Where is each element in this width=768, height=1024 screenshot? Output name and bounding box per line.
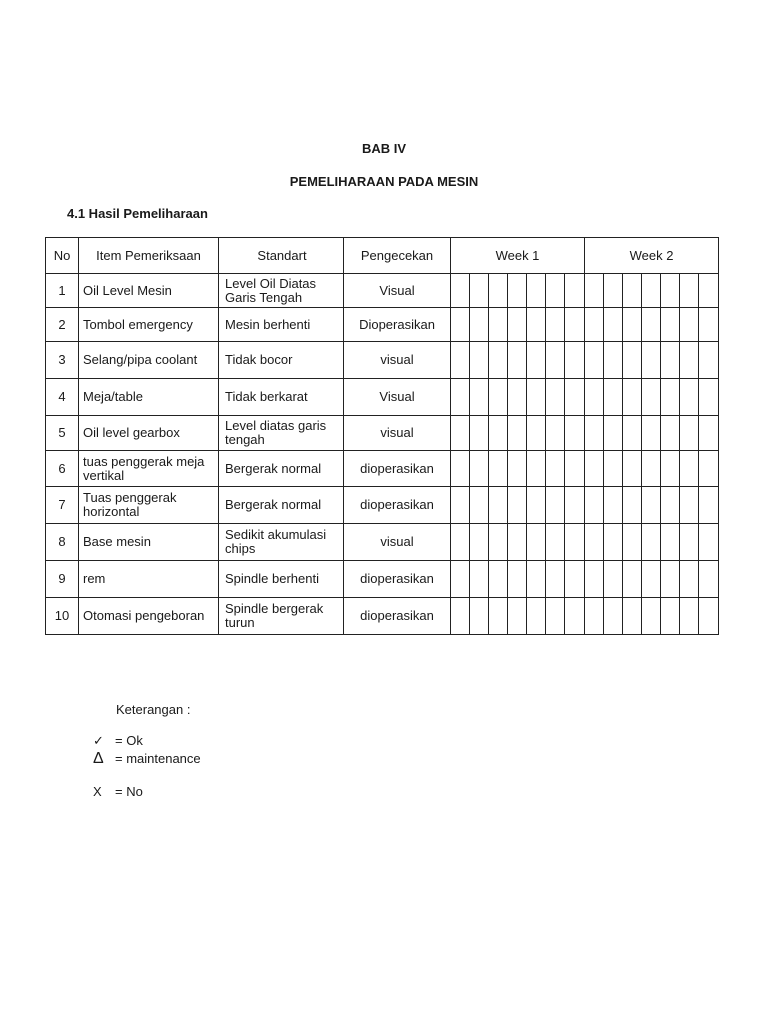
week2-check-cell[interactable] [604, 379, 623, 416]
header-no: No [46, 238, 79, 274]
week2-check-cell[interactable] [661, 598, 680, 635]
row-pengecekan: dioperasikan [344, 561, 451, 598]
table-row [46, 379, 719, 416]
legend-item-maintenance [93, 751, 201, 766]
row-standart: Level diatas garis tengah [219, 416, 344, 451]
week1-check-cell[interactable] [470, 379, 489, 416]
row-item: Tombol emergency [79, 308, 219, 342]
week1-check-cell[interactable] [546, 379, 565, 416]
row-pengecekan: Visual [344, 379, 451, 416]
week1-check-cell[interactable] [565, 379, 585, 416]
week2-check-cell[interactable] [604, 274, 623, 308]
row-number: 3 [46, 342, 79, 379]
week1-check-cell[interactable] [527, 487, 546, 524]
row-item: Selang/pipa coolant [79, 342, 219, 379]
row-pengecekan: Visual [344, 274, 451, 308]
week2-check-cell[interactable] [642, 598, 661, 635]
week1-check-cell[interactable] [546, 416, 565, 451]
week2-check-cell[interactable] [680, 308, 699, 342]
table-row [46, 451, 719, 487]
header-week-2: Week 2 [585, 238, 719, 274]
week2-check-cell[interactable] [623, 308, 642, 342]
week1-check-cell[interactable] [527, 308, 546, 342]
legend-label-maintenance: = maintenance [115, 751, 201, 766]
row-item: tuas penggerak meja vertikal [79, 451, 219, 487]
week2-check-cell[interactable] [623, 274, 642, 308]
row-number: 6 [46, 451, 79, 487]
week1-check-cell[interactable] [489, 561, 508, 598]
week2-check-cell[interactable] [661, 308, 680, 342]
week2-check-cell[interactable] [604, 308, 623, 342]
table-row [46, 274, 719, 308]
week2-check-cell[interactable] [661, 379, 680, 416]
week1-check-cell[interactable] [565, 342, 585, 379]
week1-check-cell[interactable] [489, 451, 508, 487]
week2-check-cell[interactable] [585, 487, 604, 524]
week1-check-cell[interactable] [565, 308, 585, 342]
week1-check-cell[interactable] [451, 598, 470, 635]
week1-check-cell[interactable] [508, 342, 527, 379]
week1-check-cell[interactable] [470, 451, 489, 487]
week1-check-cell[interactable] [508, 598, 527, 635]
week2-check-cell[interactable] [680, 524, 699, 561]
week2-check-cell[interactable] [604, 451, 623, 487]
row-number: 7 [46, 487, 79, 524]
week2-check-cell[interactable] [623, 598, 642, 635]
week1-check-cell[interactable] [565, 416, 585, 451]
week1-check-cell[interactable] [508, 416, 527, 451]
week1-check-cell[interactable] [470, 561, 489, 598]
week1-check-cell[interactable] [546, 308, 565, 342]
chapter-heading: BAB IV [361, 141, 407, 156]
week2-check-cell[interactable] [585, 416, 604, 451]
legend-label-no: = No [115, 784, 143, 799]
row-pengecekan: visual [344, 416, 451, 451]
week1-check-cell[interactable] [565, 598, 585, 635]
row-item: Base mesin [79, 524, 219, 561]
row-standart: Mesin berhenti [219, 308, 344, 342]
row-standart: Tidak bocor [219, 342, 344, 379]
week1-check-cell[interactable] [565, 451, 585, 487]
week1-check-cell[interactable] [489, 598, 508, 635]
week1-check-cell[interactable] [508, 487, 527, 524]
week2-check-cell[interactable] [585, 342, 604, 379]
week1-check-cell[interactable] [451, 274, 470, 308]
row-standart: Bergerak normal [219, 451, 344, 487]
week2-check-cell[interactable] [680, 561, 699, 598]
week2-check-cell[interactable] [585, 451, 604, 487]
week2-check-cell[interactable] [623, 416, 642, 451]
week1-check-cell[interactable] [546, 342, 565, 379]
week1-check-cell[interactable] [527, 524, 546, 561]
week1-check-cell[interactable] [546, 274, 565, 308]
header-pengecekan: Pengecekan [344, 238, 451, 274]
table-row [46, 416, 719, 451]
row-pengecekan: dioperasikan [344, 451, 451, 487]
week2-check-cell[interactable] [699, 598, 719, 635]
week1-check-cell[interactable] [508, 308, 527, 342]
row-standart: Level Oil Diatas Garis Tengah [219, 274, 344, 308]
week1-check-cell[interactable] [451, 416, 470, 451]
row-number: 2 [46, 308, 79, 342]
section-heading: 4.1 Hasil Pemeliharaan [67, 206, 208, 221]
week2-check-cell[interactable] [604, 342, 623, 379]
week2-check-cell[interactable] [642, 308, 661, 342]
week1-check-cell[interactable] [470, 274, 489, 308]
week1-check-cell[interactable] [565, 274, 585, 308]
table-row [46, 308, 719, 342]
week2-check-cell[interactable] [604, 416, 623, 451]
row-item: Oil level gearbox [79, 416, 219, 451]
week2-check-cell[interactable] [585, 524, 604, 561]
week2-check-cell[interactable] [642, 416, 661, 451]
row-number: 5 [46, 416, 79, 451]
header-week-1: Week 1 [451, 238, 585, 274]
legend-title: Keterangan : [116, 702, 191, 717]
week1-check-cell[interactable] [451, 379, 470, 416]
week2-check-cell[interactable] [699, 379, 719, 416]
row-standart: Spindle bergerak turun [219, 598, 344, 635]
week2-check-cell[interactable] [699, 308, 719, 342]
week2-check-cell[interactable] [680, 451, 699, 487]
delta-icon: Δ [93, 750, 104, 767]
week2-check-cell[interactable] [642, 379, 661, 416]
week2-check-cell[interactable] [661, 561, 680, 598]
row-item: Oil Level Mesin [79, 274, 219, 308]
row-number: 8 [46, 524, 79, 561]
document-title: PEMELIHARAAN PADA MESIN [289, 174, 479, 189]
week2-check-cell[interactable] [642, 524, 661, 561]
week1-check-cell[interactable] [527, 451, 546, 487]
week1-check-cell[interactable] [546, 524, 565, 561]
row-standart: Spindle berhenti [219, 561, 344, 598]
week1-check-cell[interactable] [451, 308, 470, 342]
week1-check-cell[interactable] [546, 487, 565, 524]
week2-check-cell[interactable] [642, 274, 661, 308]
week2-check-cell[interactable] [642, 451, 661, 487]
week2-check-cell[interactable] [623, 561, 642, 598]
week2-check-cell[interactable] [680, 379, 699, 416]
week1-check-cell[interactable] [470, 308, 489, 342]
week2-check-cell[interactable] [585, 598, 604, 635]
week1-check-cell[interactable] [470, 598, 489, 635]
week1-check-cell[interactable] [489, 416, 508, 451]
week2-check-cell[interactable] [680, 487, 699, 524]
week1-check-cell[interactable] [508, 524, 527, 561]
week2-check-cell[interactable] [699, 561, 719, 598]
table-header-row [46, 238, 719, 274]
check-icon: ✓ [93, 733, 104, 748]
row-item: Meja/table [79, 379, 219, 416]
week1-check-cell[interactable] [489, 308, 508, 342]
week2-check-cell[interactable] [699, 416, 719, 451]
week2-check-cell[interactable] [699, 524, 719, 561]
week1-check-cell[interactable] [508, 451, 527, 487]
maintenance-checklist-table [45, 237, 719, 635]
week1-check-cell[interactable] [527, 598, 546, 635]
legend-item-no [93, 784, 143, 799]
week2-check-cell[interactable] [661, 274, 680, 308]
week1-check-cell[interactable] [527, 561, 546, 598]
week2-check-cell[interactable] [699, 487, 719, 524]
row-standart: Tidak berkarat [219, 379, 344, 416]
week1-check-cell[interactable] [508, 379, 527, 416]
week1-check-cell[interactable] [489, 487, 508, 524]
week1-check-cell[interactable] [451, 342, 470, 379]
week1-check-cell[interactable] [565, 524, 585, 561]
table-row [46, 342, 719, 379]
week2-check-cell[interactable] [661, 524, 680, 561]
week1-check-cell[interactable] [508, 274, 527, 308]
week2-check-cell[interactable] [585, 274, 604, 308]
week1-check-cell[interactable] [489, 274, 508, 308]
row-standart: Sedikit akumulasi chips [219, 524, 344, 561]
week2-check-cell[interactable] [623, 451, 642, 487]
header-item: Item Pemeriksaan [79, 238, 219, 274]
week1-check-cell[interactable] [546, 451, 565, 487]
row-number: 4 [46, 379, 79, 416]
row-item: Otomasi pengeboran [79, 598, 219, 635]
week2-check-cell[interactable] [680, 416, 699, 451]
week2-check-cell[interactable] [604, 598, 623, 635]
week2-check-cell[interactable] [642, 487, 661, 524]
week2-check-cell[interactable] [661, 416, 680, 451]
week1-check-cell[interactable] [546, 598, 565, 635]
row-number: 1 [46, 274, 79, 308]
week2-check-cell[interactable] [585, 561, 604, 598]
row-pengecekan: visual [344, 342, 451, 379]
week2-check-cell[interactable] [642, 561, 661, 598]
week2-check-cell[interactable] [623, 487, 642, 524]
week1-check-cell[interactable] [451, 451, 470, 487]
table-row [46, 598, 719, 635]
legend-item-ok [93, 733, 143, 749]
table-row [46, 524, 719, 561]
x-icon: X [93, 784, 102, 799]
row-pengecekan: dioperasikan [344, 487, 451, 524]
week1-check-cell[interactable] [451, 487, 470, 524]
week1-check-cell[interactable] [470, 342, 489, 379]
row-pengecekan: dioperasikan [344, 598, 451, 635]
week1-check-cell[interactable] [508, 561, 527, 598]
week2-check-cell[interactable] [623, 379, 642, 416]
row-number: 9 [46, 561, 79, 598]
week2-check-cell[interactable] [642, 342, 661, 379]
week2-check-cell[interactable] [604, 524, 623, 561]
week1-check-cell[interactable] [470, 416, 489, 451]
week2-check-cell[interactable] [623, 524, 642, 561]
row-pengecekan: Dioperasikan [344, 308, 451, 342]
week1-check-cell[interactable] [451, 524, 470, 561]
week1-check-cell[interactable] [451, 561, 470, 598]
week1-check-cell[interactable] [527, 342, 546, 379]
week2-check-cell[interactable] [604, 561, 623, 598]
week1-check-cell[interactable] [527, 379, 546, 416]
week2-check-cell[interactable] [699, 342, 719, 379]
header-standart: Standart [219, 238, 344, 274]
week2-check-cell[interactable] [585, 308, 604, 342]
week2-check-cell[interactable] [604, 487, 623, 524]
week1-check-cell[interactable] [470, 524, 489, 561]
week2-check-cell[interactable] [623, 342, 642, 379]
row-standart: Bergerak normal [219, 487, 344, 524]
week2-check-cell[interactable] [661, 342, 680, 379]
week2-check-cell[interactable] [585, 379, 604, 416]
table-row [46, 487, 719, 524]
week1-check-cell[interactable] [546, 561, 565, 598]
row-number: 10 [46, 598, 79, 635]
week1-check-cell[interactable] [489, 342, 508, 379]
row-pengecekan: visual [344, 524, 451, 561]
week2-check-cell[interactable] [680, 342, 699, 379]
week2-check-cell[interactable] [661, 451, 680, 487]
week1-check-cell[interactable] [565, 561, 585, 598]
week1-check-cell[interactable] [489, 379, 508, 416]
row-item: Tuas penggerak horizontal [79, 487, 219, 524]
week2-check-cell[interactable] [680, 598, 699, 635]
week1-check-cell[interactable] [470, 487, 489, 524]
week2-check-cell[interactable] [661, 487, 680, 524]
week1-check-cell[interactable] [527, 416, 546, 451]
week2-check-cell[interactable] [680, 274, 699, 308]
table-row [46, 561, 719, 598]
week1-check-cell[interactable] [489, 524, 508, 561]
legend-label-ok: = Ok [115, 733, 143, 748]
week1-check-cell[interactable] [527, 274, 546, 308]
week2-check-cell[interactable] [699, 451, 719, 487]
week1-check-cell[interactable] [565, 487, 585, 524]
week2-check-cell[interactable] [699, 274, 719, 308]
row-item: rem [79, 561, 219, 598]
